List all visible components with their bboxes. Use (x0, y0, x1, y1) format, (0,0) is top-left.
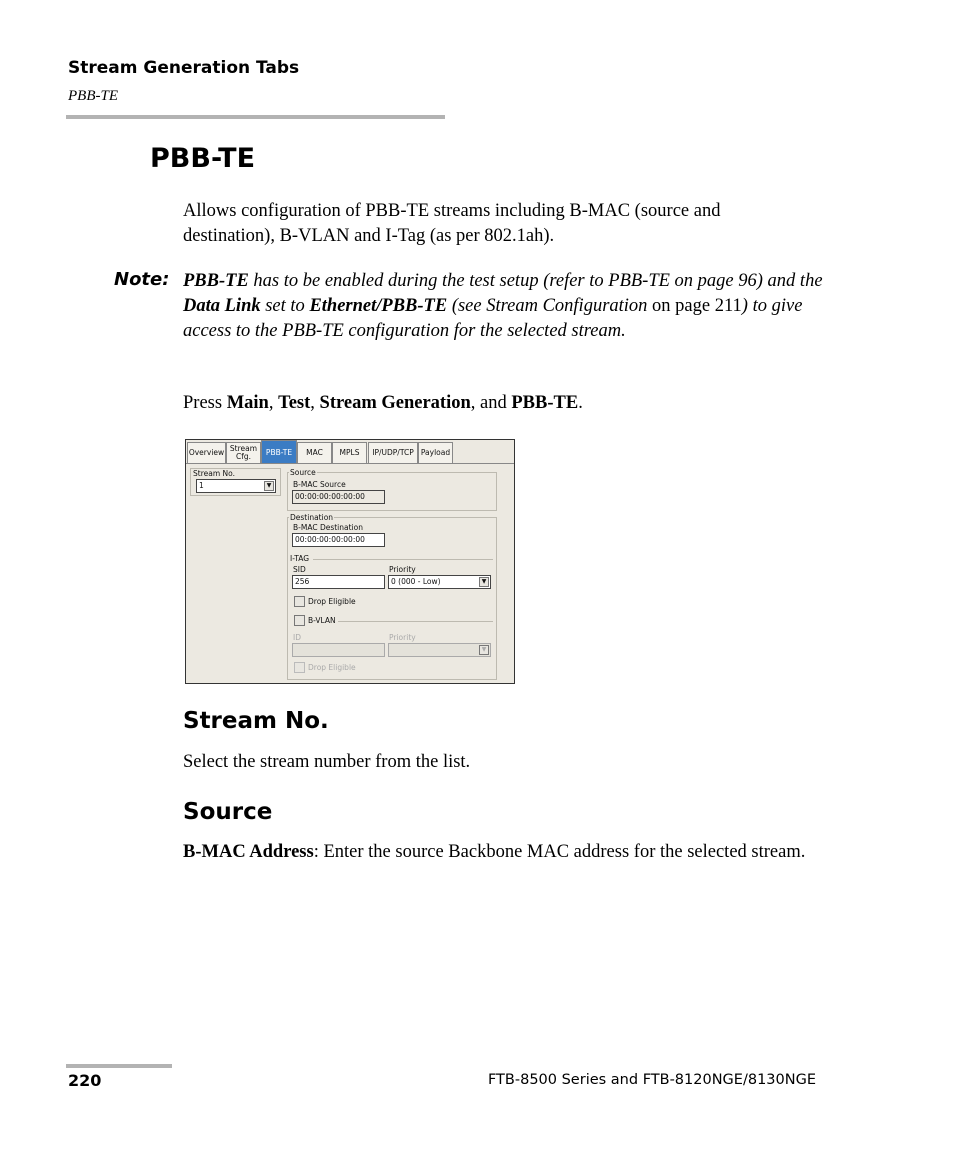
bvlan-label: B-VLAN (308, 616, 336, 625)
bvlan-id-label: ID (293, 633, 301, 642)
source-heading: Source (183, 799, 273, 825)
press-pbbte: PBB-TE (511, 393, 579, 413)
tab-divider (186, 463, 514, 464)
press-text: , (268, 393, 279, 413)
running-header-subtitle: PBB-TE (68, 88, 118, 104)
note-pbbte-2: PBB-TE (381, 296, 448, 316)
drop-eligible-checkbox[interactable] (294, 596, 305, 607)
bvlan-separator (338, 621, 493, 622)
note-part: (see Stream Configuration (447, 296, 653, 316)
note-part: ) to give access to the PBB-TE configuration for the selected stream. (183, 296, 803, 341)
bvlan-priority-select[interactable] (388, 643, 491, 657)
tab-pbb-te[interactable]: PBB-TE (261, 440, 297, 464)
chevron-down-icon[interactable]: ▼ (479, 645, 489, 655)
bvlan-drop-eligible-label: Drop Eligible (308, 663, 356, 672)
press-instruction (183, 391, 583, 416)
sid-label: SID (293, 565, 306, 574)
source-group-label: Source (290, 468, 316, 477)
press-test: Test (278, 393, 311, 413)
stream-no-label: Stream No. (193, 469, 235, 478)
itag-label: I-TAG (290, 554, 310, 563)
footer-divider (66, 1064, 172, 1068)
press-text: , (310, 393, 320, 413)
note-part: set to (260, 296, 310, 316)
note-pbbte: PBB-TE (183, 271, 249, 291)
tab-stream-cfg[interactable]: Stream Cfg. (226, 442, 261, 463)
running-header-title: Stream Generation Tabs (68, 58, 300, 78)
tab-mac[interactable]: MAC (297, 442, 332, 463)
press-text: Press (183, 393, 227, 413)
sid-input[interactable]: 256 (292, 575, 385, 589)
chevron-down-icon[interactable]: ▼ (264, 481, 274, 491)
tab-payload[interactable]: Payload (418, 442, 453, 463)
note-datalink: Data Link (183, 296, 261, 316)
note-part: has to be enabled during the test setup (refer to PBB-TE on page 96) and the (248, 271, 823, 291)
note-ethernet: Ethernet (309, 296, 377, 316)
stream-no-select[interactable] (196, 479, 276, 493)
press-text: . (578, 393, 583, 413)
priority-value: 0 (000 - Low) (391, 577, 441, 586)
priority-select[interactable] (388, 575, 491, 589)
bvlan-id-input[interactable] (292, 643, 385, 657)
itag-separator (313, 559, 493, 560)
press-stream-generation: Stream Generation (319, 393, 471, 413)
destination-group-label: Destination (290, 513, 334, 522)
bvlan-priority-label: Priority (389, 633, 416, 642)
bmac-source-input[interactable]: 00:00:00:00:00:00 (292, 490, 385, 504)
page-number: 220 (68, 1071, 102, 1090)
tab-mpls[interactable]: MPLS (332, 442, 367, 463)
tab-overview[interactable]: Overview (187, 442, 226, 463)
intro-paragraph: Allows configuration of PBB-TE streams including B-MAC (source and destination), B-VLAN and I-Tag (as per 802.1ah). (183, 201, 721, 246)
note-text (183, 269, 823, 344)
header-divider (66, 115, 445, 119)
bmac-dest-label: B-MAC Destination (293, 523, 363, 532)
tab-bar (186, 440, 514, 464)
priority-label: Priority (389, 565, 416, 574)
pbbte-screenshot (185, 439, 515, 684)
press-main: Main (226, 393, 269, 413)
tab-ip-udp-tcp[interactable]: IP/UDP/TCP (368, 442, 418, 463)
bvlan-drop-eligible-checkbox[interactable] (294, 662, 305, 673)
drop-eligible-label: Drop Eligible (308, 597, 356, 606)
bmac-source-label: B-MAC Source (293, 480, 346, 489)
source-description: : Enter the source Backbone MAC address for the selected stream. (313, 842, 806, 862)
bmac-dest-input[interactable]: 00:00:00:00:00:00 (292, 533, 385, 547)
press-text: , and (470, 393, 512, 413)
chevron-down-icon[interactable]: ▼ (479, 577, 489, 587)
bvlan-checkbox[interactable] (294, 615, 305, 626)
bmac-address-term: B-MAC Address (183, 842, 314, 862)
stream-no-paragraph: Select the stream number from the list. (183, 752, 471, 772)
footer-product-name: FTB-8500 Series and FTB-8120NGE/8130NGE (487, 1072, 816, 1088)
note-slash: / (376, 296, 382, 316)
note-page-ref: on page 211 (652, 296, 742, 316)
page-title: PBB-TE (150, 143, 256, 174)
stream-no-value: 1 (199, 481, 204, 490)
stream-no-heading: Stream No. (183, 708, 329, 734)
source-paragraph (183, 840, 823, 865)
note-label: Note: (114, 269, 170, 290)
